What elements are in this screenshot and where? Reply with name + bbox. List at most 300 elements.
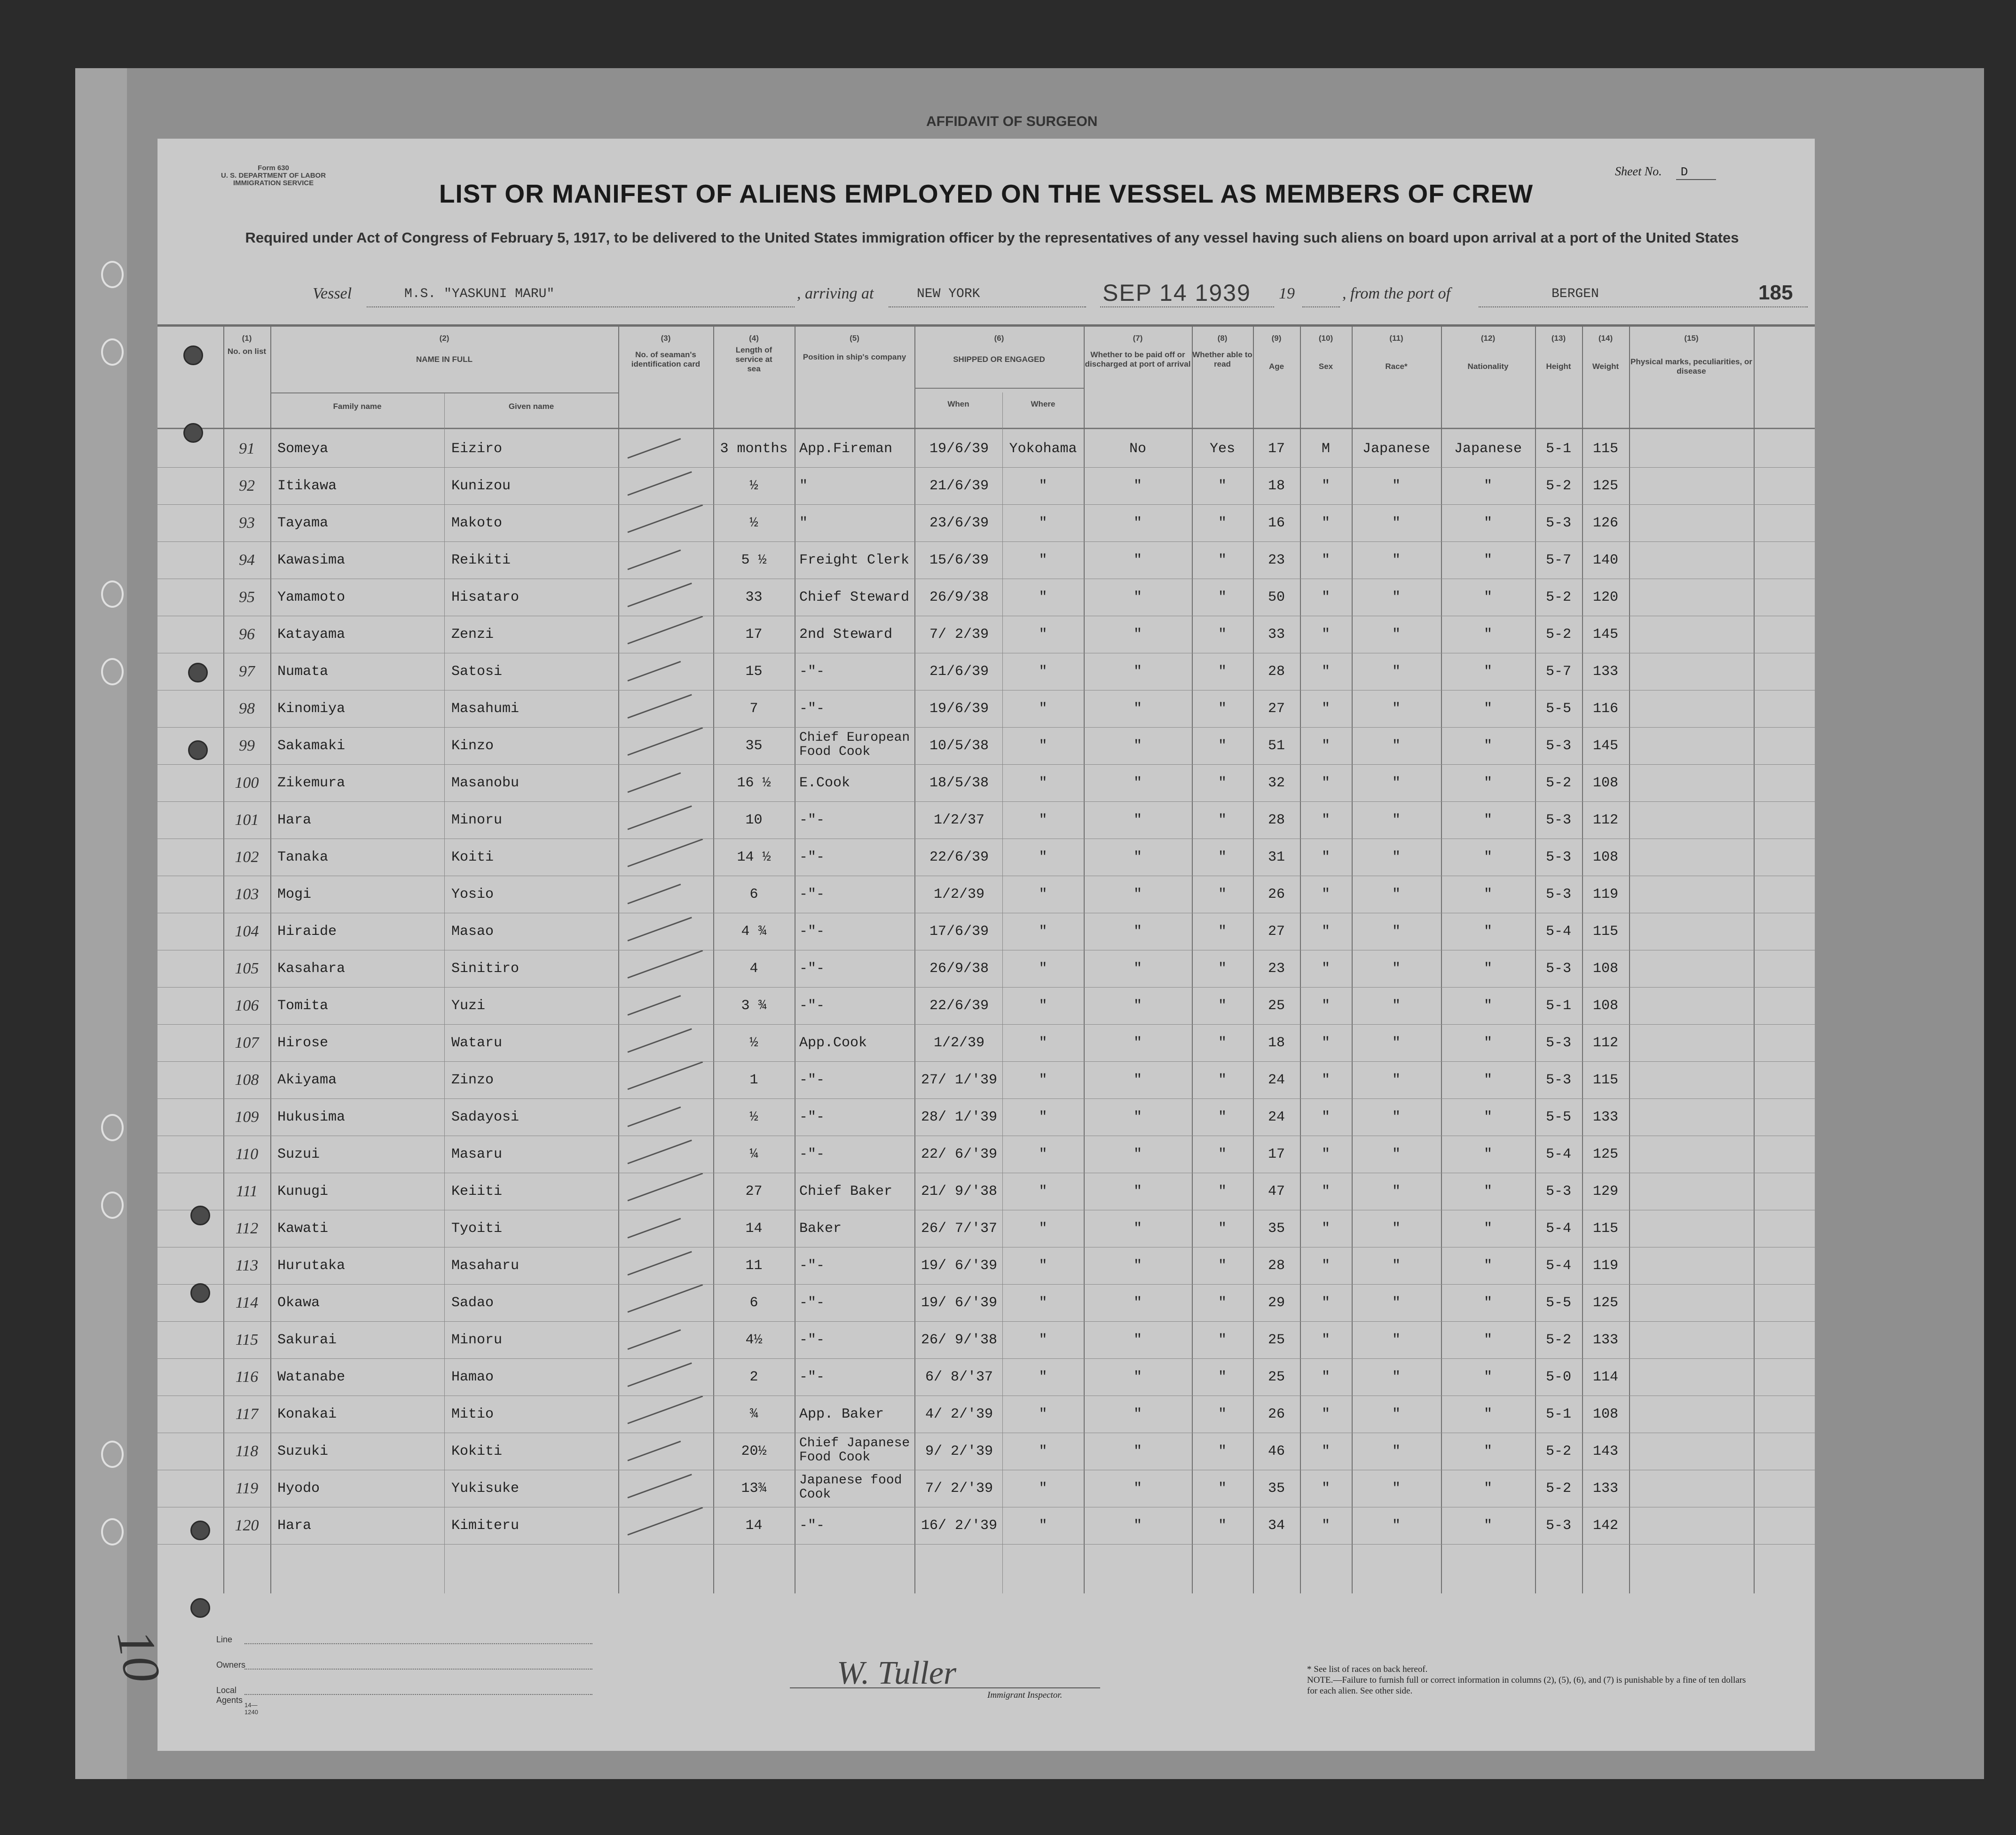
sex: " [1321,1258,1330,1274]
family-name: Tanaka [277,849,329,865]
paid-off: " [1133,1109,1142,1125]
given-name: Hisataro [451,589,520,605]
family-name: Suzui [277,1146,320,1162]
position: -"- [799,1109,825,1125]
position: -"- [799,701,825,717]
col-divider [1582,324,1583,1593]
row-number: 101 [235,811,259,829]
age: 17 [1268,441,1285,457]
race: " [1392,1295,1401,1311]
service-length: 4 [749,961,758,977]
row-rule [158,1284,1815,1285]
col-header-nationality: (12) Nationality [1467,334,1509,371]
able-to-read: " [1218,812,1227,828]
position: App.Fireman [799,441,893,457]
shipped-when: 22/6/39 [929,998,989,1014]
shipped-when: 19/6/39 [929,441,989,457]
shipped-subrule [914,388,1084,389]
given-name: Masaharu [451,1258,520,1274]
row-number: 99 [239,737,255,754]
shipped-when: 22/6/39 [929,849,989,865]
owners-label: Owners [216,1660,246,1670]
row-number: 93 [239,514,255,532]
given-name: Sadao [451,1295,494,1311]
paid-off: " [1133,478,1142,494]
nationality: " [1483,961,1492,977]
row-rule [158,1544,1815,1545]
position: Chief Baker [799,1184,893,1200]
given-name: Kunizou [451,478,511,494]
service-length: 17 [745,627,763,643]
col-header-sex: (10) Sex [1318,334,1333,371]
given-name: Yosio [451,886,494,902]
family-name: Hara [277,812,312,828]
given-name: Hamao [451,1369,494,1385]
shipped-when: 28/ 1/'39 [921,1109,998,1125]
able-to-read: " [1218,1332,1227,1348]
col-header-name: (2) NAME IN FULL [416,334,472,364]
idcard-check-mark [627,694,692,718]
row-number: 107 [235,1034,259,1051]
row-rule [158,467,1815,468]
family-name: Tomita [277,998,329,1014]
given-name: Kimiteru [451,1518,520,1534]
sex: " [1321,1481,1330,1497]
weight: 119 [1592,1258,1618,1274]
age: 26 [1268,1406,1285,1422]
weight: 115 [1592,1072,1618,1088]
paid-off: " [1133,849,1142,865]
weight: 140 [1592,552,1618,568]
row-rule [158,1061,1815,1062]
shipped-where: " [1039,738,1047,754]
sex: " [1321,664,1330,680]
weight: 108 [1592,998,1618,1014]
weight: 116 [1592,701,1618,717]
weight: 125 [1592,1146,1618,1162]
position: -"- [799,812,825,828]
shipped-when: 19/ 6/'39 [921,1258,998,1274]
idcard-check-mark [627,616,703,644]
sex: M [1321,441,1330,457]
idcard-check-mark [627,1218,681,1239]
position: -"- [799,1072,825,1088]
family-name: Mogi [277,886,312,902]
able-to-read: " [1218,1146,1227,1162]
able-to-read: " [1218,1295,1227,1311]
shipped-when: 7/ 2/39 [929,627,989,643]
sex: " [1321,1072,1330,1088]
paid-off: " [1133,1369,1142,1385]
col-divider [713,324,714,1593]
sex: " [1321,961,1330,977]
from-label: , from the port of [1342,285,1451,302]
height: 5-3 [1545,812,1571,828]
nationality: " [1483,515,1492,531]
able-to-read: " [1218,738,1227,754]
arriving-value: NEW YORK [917,287,980,301]
service-length: 14 ½ [737,849,771,865]
row-rule [158,541,1815,542]
race: " [1392,552,1401,568]
weight: 129 [1592,1184,1618,1200]
given-name: Kinzo [451,738,494,754]
race: " [1392,738,1401,754]
service-length: 13¾ [741,1481,767,1497]
family-name: Hirose [277,1035,329,1051]
nationality: " [1483,478,1492,494]
inspector-signature: W. Tuller [837,1655,957,1691]
date-stamp: SEP 14 1939 [1102,280,1251,306]
family-name: Someya [277,441,329,457]
punch-hole [190,1521,210,1540]
family-name: Hukusima [277,1109,346,1125]
col-header-height: (13) Height [1546,334,1571,371]
age: 34 [1268,1518,1285,1534]
paid-off: " [1133,664,1142,680]
paid-off: " [1133,886,1142,902]
position: -"- [799,1295,825,1311]
age: 25 [1268,998,1285,1014]
service-length: 1 [749,1072,758,1088]
idcard-check-mark [627,438,681,459]
col-header-race: (11) Race* [1385,334,1408,371]
row-rule [158,1358,1815,1359]
row-rule [158,727,1815,728]
paid-off: " [1133,775,1142,791]
position: -"- [799,998,825,1014]
age: 35 [1268,1221,1285,1237]
row-number: 118 [235,1443,259,1460]
shipped-when: 9/ 2/'39 [925,1443,993,1459]
idcard-check-mark [627,1061,703,1090]
family-name: Tayama [277,515,329,531]
shipped-where: " [1039,1332,1047,1348]
idcard-check-mark [627,1441,681,1461]
row-rule [158,764,1815,765]
nationality: " [1483,1481,1492,1497]
nationality: " [1483,1295,1492,1311]
able-to-read: " [1218,886,1227,902]
age: 35 [1268,1481,1285,1497]
line-underline [244,1643,592,1644]
col-header-weight: (14) Weight [1592,334,1619,371]
race: " [1392,961,1401,977]
race: " [1392,515,1401,531]
race: " [1392,1518,1401,1534]
able-to-read: " [1218,1072,1227,1088]
age: 24 [1268,1109,1285,1125]
shipped-when: 16/ 2/'39 [921,1518,998,1534]
line-label: Line [216,1635,233,1644]
race: " [1392,1184,1401,1200]
given-name: Masaru [451,1146,503,1162]
age: 18 [1268,478,1285,494]
sex: " [1321,812,1330,828]
binder-ring [101,580,124,608]
able-to-read: " [1218,1184,1227,1200]
height: 5-4 [1545,1258,1571,1274]
shipped-when: 19/6/39 [929,701,989,717]
height: 5-3 [1545,738,1571,754]
idcard-check-mark [627,1106,681,1127]
weight: 112 [1592,1035,1618,1051]
sex: " [1321,1221,1330,1237]
col-divider [1754,324,1755,1593]
shipped-where: " [1039,1258,1047,1274]
weight: 133 [1592,664,1618,680]
col-header-paid: (7) Whether to be paid off or discharged at port of arrival [1085,334,1191,369]
race: " [1392,775,1401,791]
able-to-read: " [1218,701,1227,717]
position: Chief Japanese Food Cook [799,1436,910,1465]
family-name: Kinomiya [277,701,346,717]
paid-off: " [1133,1035,1142,1051]
row-number: 97 [239,663,255,680]
weight: 114 [1592,1369,1618,1385]
signature-line [790,1687,1100,1688]
idcard-check-mark [627,772,681,793]
service-length: 3 months [720,441,788,457]
shipped-when: 26/ 9/'38 [921,1332,998,1348]
able-to-read: " [1218,1369,1227,1385]
date-underline [1100,306,1274,307]
nationality: " [1483,701,1492,717]
shipped-when: 22/ 6/'39 [921,1146,998,1162]
row-number: 119 [235,1480,259,1497]
punch-hole [190,1206,210,1225]
row-number: 113 [235,1257,259,1274]
idcard-check-mark [627,1329,681,1350]
nationality: " [1483,1332,1492,1348]
sex: " [1321,552,1330,568]
shipped-where: " [1039,1109,1047,1125]
col-header-when: When [947,400,969,408]
shipped-when: 1/2/39 [933,1035,985,1051]
idcard-check-mark [627,1474,692,1498]
height: 5-5 [1545,701,1571,717]
row-rule [158,504,1815,505]
given-name: Masao [451,924,494,940]
binder-ring [101,338,124,366]
form-line: U. S. DEPARTMENT OF LABOR [221,172,326,180]
service-length: 4½ [745,1332,763,1348]
race: " [1392,701,1401,717]
idcard-check-mark [627,549,681,570]
family-name: Kasahara [277,961,346,977]
shipped-where: " [1039,1184,1047,1200]
given-name: Wataru [451,1035,503,1051]
shipped-where: Yokohama [1009,441,1077,457]
given-name: Makoto [451,515,503,531]
weight: 112 [1592,812,1618,828]
sex: " [1321,1295,1330,1311]
nationality: " [1483,1369,1492,1385]
position: -"- [799,1332,825,1348]
able-to-read: " [1218,664,1227,680]
shipped-when: 18/5/38 [929,775,989,791]
age: 17 [1268,1146,1285,1162]
shipped-when: 21/6/39 [929,664,989,680]
shipped-when: 19/ 6/'39 [921,1295,998,1311]
shipped-where: " [1039,775,1047,791]
race: " [1392,886,1401,902]
position: -"- [799,886,825,902]
able-to-read: " [1218,552,1227,568]
position: " [799,515,808,531]
agents-label: Local Agents [216,1686,243,1705]
col-divider [1352,324,1353,1593]
idcard-check-mark [627,582,692,607]
nationality: " [1483,1146,1492,1162]
weight: 115 [1592,924,1618,940]
vessel-label: Vessel [313,285,352,302]
shipped-when: 4/ 2/'39 [925,1406,993,1422]
race-note: * See list of races on back hereof. [1307,1664,1428,1674]
paid-off: " [1133,924,1142,940]
col-divider [1253,324,1254,1593]
page-subtitle: Required under Act of Congress of February 5, 1917, to be delivered to the United States immigration officer by the representatives of any vessel having such aliens on board upon arrival at a port of the United States [245,229,1739,246]
nationality: " [1483,886,1492,902]
age: 25 [1268,1332,1285,1348]
shipped-where: " [1039,849,1047,865]
position: -"- [799,1518,825,1534]
col-header-position: (5) Position in ship's company [803,334,906,361]
shipped-when: 17/6/39 [929,924,989,940]
height: 5-4 [1545,924,1571,940]
family-name: Watanabe [277,1369,346,1385]
shipped-when: 27/ 1/'39 [921,1072,998,1088]
weight: 133 [1592,1481,1618,1497]
col-divider [914,324,915,1593]
shipped-where: " [1039,924,1047,940]
idcard-check-mark [627,727,703,756]
family-name: Hara [277,1518,312,1534]
race: " [1392,1258,1401,1274]
race: " [1392,812,1401,828]
able-to-read: " [1218,1406,1227,1422]
sex: " [1321,478,1330,494]
family-name: Okawa [277,1295,320,1311]
position: E.Cook [799,775,850,791]
given-name: Kokiti [451,1443,503,1459]
given-name: Yuzi [451,998,486,1014]
age: 51 [1268,738,1285,754]
family-name: Akiyama [277,1072,337,1088]
affidavit-heading: AFFIDAVIT OF SURGEON [926,114,1098,129]
col-header-where: Where [1031,400,1055,408]
weight: 115 [1592,1221,1618,1237]
race: " [1392,1443,1401,1459]
height: 5-4 [1545,1221,1571,1237]
race: " [1392,849,1401,865]
row-number: 115 [235,1331,259,1349]
col-divider [223,324,224,1593]
family-name: Zikemura [277,775,346,791]
given-name: Masanobu [451,775,520,791]
shipped-where: " [1039,886,1047,902]
row-rule [158,987,1815,988]
service-length: 11 [745,1258,763,1274]
shipped-when: 26/9/38 [929,589,989,605]
age: 23 [1268,552,1285,568]
row-rule [158,1321,1815,1322]
idcard-check-mark [627,471,692,495]
height: 5-2 [1545,589,1571,605]
punch-hole [190,1283,210,1303]
height: 5-3 [1545,1184,1571,1200]
row-number: 109 [235,1108,259,1126]
manifest-table [158,324,1815,1593]
row-number: 92 [239,477,255,494]
sex: " [1321,1146,1330,1162]
age: 27 [1268,701,1285,717]
row-number: 105 [235,960,259,977]
nationality: " [1483,1406,1492,1422]
binder-ring [101,1192,124,1219]
position: App.Cook [799,1035,867,1051]
col-header-marks: (15) Physical marks, peculiarities, or disease [1630,334,1752,376]
nationality: " [1483,1443,1492,1459]
able-to-read: " [1218,1481,1227,1497]
height: 5-1 [1545,998,1571,1014]
shipped-where: " [1039,478,1047,494]
sex: " [1321,1369,1330,1385]
sex: " [1321,1332,1330,1348]
age: 33 [1268,627,1285,643]
height: 5-2 [1545,478,1571,494]
page-number: 185 [1758,281,1793,304]
given-name: Satosi [451,664,503,680]
binder-ring [101,1518,124,1545]
vessel-underline [367,306,795,307]
age: 28 [1268,1258,1285,1274]
row-number: 95 [239,588,255,606]
height: 5-4 [1545,1146,1571,1162]
row-number: 117 [235,1405,259,1423]
shipped-where: " [1039,1518,1047,1534]
year-label: 19 [1279,285,1295,302]
position: 2nd Steward [799,627,893,643]
given-name: Zinzo [451,1072,494,1088]
shipped-when: 21/6/39 [929,478,989,494]
height: 5-5 [1545,1295,1571,1311]
age: 24 [1268,1072,1285,1088]
paid-off: " [1133,1221,1142,1237]
shipped-where: " [1039,1406,1047,1422]
col-header-no: (1) No. on list [227,334,267,356]
from-underline [1479,306,1808,307]
nationality: " [1483,1072,1492,1088]
punch-hole [190,1598,210,1618]
idcard-check-mark [627,1028,692,1052]
col-header-service: (4) Length of service at sea [735,334,772,373]
paid-off: " [1133,627,1142,643]
sex: " [1321,1443,1330,1459]
paid-off: " [1133,961,1142,977]
paid-off: " [1133,1146,1142,1162]
weight: 119 [1592,886,1618,902]
able-to-read: " [1218,1518,1227,1534]
family-name: Sakurai [277,1332,337,1348]
arriving-underline [889,306,1086,307]
name-subrule [270,392,618,393]
height: 5-3 [1545,886,1571,902]
family-name: Konakai [277,1406,337,1422]
nationality: " [1483,664,1492,680]
able-to-read: " [1218,961,1227,977]
weight: 133 [1592,1109,1618,1125]
